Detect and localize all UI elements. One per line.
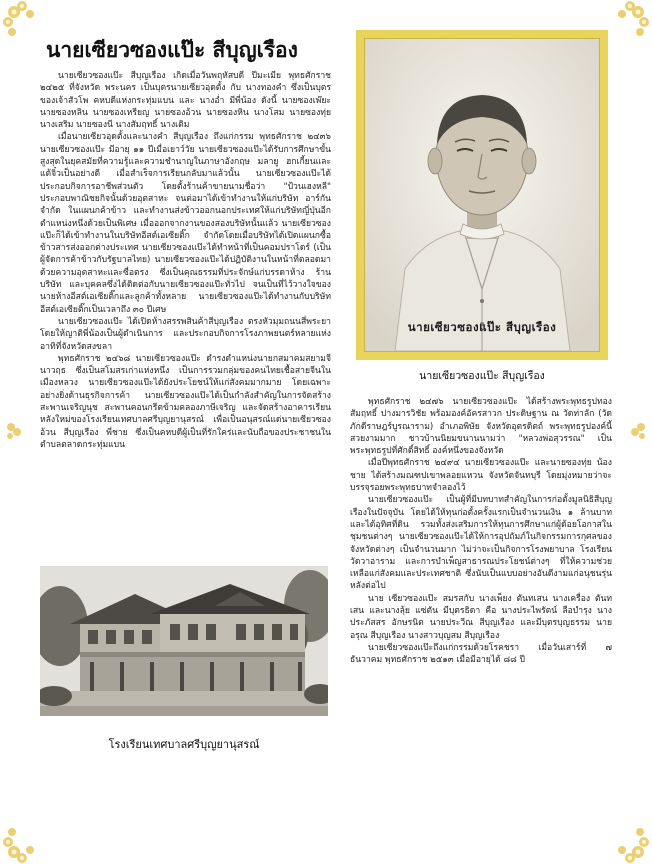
paragraph: พุทธศักราช ๒๔๗๖ นายเซียวซองแป๊ะ ได้สร้างพระพุทธรูปทองสัมฤทธิ์ ปางมารวิชัย พร้อมองค์อัครสาวก ประดิษฐาน ณ วัดท่าลัก (วัดภักดีราษฎร์บูรณาราม) อำเภอพิษัย จังหวัดอุตรดิตถ์ พระพุทธรูปองค์นี้สวยงามมาก ชาวบ้านนิยมขนานนามว่า "หลวงพ่อสุวรรณ" เป็นพระพุทธรูปที่ศักดิ์สิทธิ์ องค์หนึ่งของจังหวัด (350, 397, 612, 457)
corner-flower-icon (0, 0, 52, 52)
portrait-photo (364, 38, 600, 352)
portrait-illustration (365, 39, 599, 351)
left-column-text (40, 70, 331, 451)
paragraph: นายเซียวซองแป๊ะ ได้เปิดห้างสรรพสินค้าสีบุญเรือง ตรงหัวมุมถนนสี่พระยา โดยให้ญาติพี่น้องเป็นผู้ดำเนินการ และประกอบกิจการโรงภาพยนตร์หลายแห่ง อาทิที่จังหวัดสงขลา (40, 316, 331, 352)
paragraph: นาย เซียวซองแป๊ะ สมรสกับ นางเพ็ยง ตันทเสน นางเครื่อง ตันทเสน และนางลุ้ย แซ่ตัน มีบุตรธิดา คือ นางประไพรัตน์ ลือบำรุง นางประภัสสร อักษรนิต นายประวีณ สีบุญเรือง และมีบุตรบุญธรรม นายอรุณ สีบุญเรือง นางสาวบุญสม สีบุญเรือง (350, 593, 612, 641)
paragraph: เมื่อนายเซียวอุดตั้งและนางคำ สีบุญเรือง ถึงแก่กรรม พุทธศักราช ๒๔๓๖ นายเซียวซองแป๊ะ มีอายุ ๑๑ ปีเมื่อเยาว์วัย นายเซียวซองแป๊ะได้รับการศึกษาขั้นสูงสุดในยุคสมัยที่ความรู้และความชำนาญในภาษาอังกฤษ มลายู ฮกเกี้ยนและแต้จิ๋วเป็นอย่างดี เมื่อสำเร็จการเรียนกลับมาแล้วนั้น นายเซียวซองแป๊ะได้ประกอบกิจการอาชีพส่วนตัว โดยตั้งร้านค้าขายนามชื่อว่า "ป้วนเฮงหลี" ประกอบพาณิชยกิจนั้นด้วยอุตสาหะ จนต่อมาได้เข้าทำงานให้แก่บริษัท อาร์กัน จำกัด ในแผนกค้าข้าว และทำงานส่งข้าวออกนอกประเทศให้แก่บริษัทญี่ปุ่นอีกตำแหน่งหนึ่งด้วยเป็นพิเศษ เมื่อออกจากงานของสองบริษัทนั้นแล้ว นายเซียวซองแป๊ะก็ได้เข้าทำงานในบริษัทอีสต์เอเซียติ๊ก จำกัดโดยเมื่อบริษัทได้เปิดแผนกซื้อข้าวสารส่งออกต่างประเทศ นายเซียวซองแป๊ะได้ทำหน้าที่เป็นคอมปราโดร์ (เป็นผู้จัดการค้าข้าวกับรัฐบาลไทย) นายเซียวซองแป๊ะได้ปฏิบัติงานในหน้าที่ตลอดมาด้วยความอุตสาหะและซื่อตรง ซึ่งเป็นคุณธรรมที่ประจักษ์แก่บรรดาห้าง ร้าน บริษัท และบุคคลซึ่งได้ติดต่อกับนายเซียวซองแป๊ะทั่วไป จนเป็นที่ไว้วางใจของนายห้างอีสต์เอเซียติ๊กและลูกค้าทั้งหลาย นายเซียวซองแป๊ะได้ทำงานกับบริษัทอีสต์เอเซียติ๊กเป็นเวลาถึง ๓๐ ปีเศษ (40, 132, 331, 315)
page-title: นายเซียวซองแป๊ะ สีบุญเรือง (46, 38, 298, 62)
corner-flower-icon (600, 812, 652, 864)
portrait-caption: นายเซียวซองแป๊ะ สีบุญเรือง (419, 370, 545, 382)
side-flower-icon (624, 418, 650, 444)
corner-flower-icon (0, 812, 52, 864)
school-caption: โรงเรียนเทศบาลศรีบุญยานุสรณ์ (108, 738, 260, 751)
school-building-illustration (40, 566, 328, 716)
paragraph: นายเซียวซองแป๊ะ สีบุญเรือง เกิดเมื่อวันพฤหัสบดี ปีมะเมีย พุทธศักราช ๒๔๒๕ ที่จังหวัด พระนคร เป็นบุตรนายเซียวอุดตั้ง กับ นางทองคำ ซึ่งเป็นบุตรของเจ้าสัวโพ คหบดีแห่งกระทุ่มแบน และ นางอ่ำ มีพี่น้อง ดังนี้ นายซองเพ๊ยะ นายซองหลิน นายซองเหรียญ นายซองอ้วน นายซองหิน นางโสม นายซองทุ่ย นางเสริม นายซองนี นางสัมฤทธิ์ นางเติม (40, 71, 331, 131)
portrait-frame (356, 30, 608, 360)
paragraph: พุทธศักราช ๒๔๖๘ นายเซียวซองแป๊ะ ดำรงตำแหน่งนายกสมาคมสยามจีนาวฤธ ซึ่งเป็นสโมสรเก่าแห่งหนึ่ง เป็นการรวมกลุ่มของคนไทยเชื้อสายจีนในเมืองหลวง นายเซียวซองแป๊ะได้ยังประโยชน์ให้แก่สังคมมากมาย โดยเฉพาะอย่างยิ่งด้านธุรกิจการค้า นายเซียวซองแป๊ะได้เป็นกำลังสำคัญในการจัดสร้างสะพานเจริญนุช สะพานคอนกรีตข้ามคลองภาษีเจริญ และจัดสร้างอาคารเรียนหลังใหม่ของโรงเรียนเทศบาลศรีบุญยานุสรณ์ เพื่อเป็นอนุสรณ์แด่นายเซียวซองอ้วน สีบุญเรือง พี่ชาย ซึ่งเป็นคหบดีผู้เป็นที่รักใคร่และนับถือของประชาชนในตำบลตลาดกระทุ่มแบน (40, 353, 331, 450)
paragraph: นายเซียวซองแป๊ะ เป็นผู้ที่มีบทบาทสำคัญในการก่อตั้งมูลนิธิสีบุญเรืองในปัจจุบัน โดยได้ให้ทุนก่อตั้งครั้งแรกเป็นจำนวนเงิน ๑ ล้านบาท และได้อุทิศที่ดิน รวมทั้งส่งเสริมการให้ทุนการศึกษาแก่ผู้ด้อยโอกาสในชุมชนต่างๆ นายเซียวซองแป๊ะได้ให้การอุปถัมภ์ในกิจกรรมการกุศลของจังหวัดต่างๆ เป็นจำนวนมาก ไม่ว่าจะเป็นกิจการโรงพยาบาล โรงเรียน วัดวาอาราม และการบำเพ็ญสาธารณประโยชน์ต่างๆ ที่ให้ความช่วยเหลือแก่สังคมและประเทศชาติ ซึ่งนับเป็นแบบอย่างอันดีงามแก่อนุชนรุ่นหลังต่อไป (350, 495, 612, 592)
paragraph: นายเซียวซองแป๊ะถึงแก่กรรมด้วยโรคชรา เมื่อวันเสาร์ที่ ๗ ธันวาคม พุทธศักราช ๒๕๑๓ เมื่อมีอายุได้ ๘๘ ปี (350, 642, 612, 666)
right-column-text (350, 396, 612, 667)
paragraph: เมื่อปีพุทธศักราช ๒๔๙๔ นายเซียวซองแป๊ะ และนายซองทุ่ย น้องชาย ได้สร้างมณฑปเขาพลอยแหวน จังหวัดจันทบุรี โดยมุ่งหมายว่าจะบรรจุรอยพระพุทธบาทจำลองไว้ (350, 458, 612, 494)
school-photo (40, 566, 328, 716)
side-flower-icon (2, 418, 28, 444)
portrait-inset-caption: นายเซียวซองแป๊ะ สีบุญเรือง (407, 320, 557, 334)
